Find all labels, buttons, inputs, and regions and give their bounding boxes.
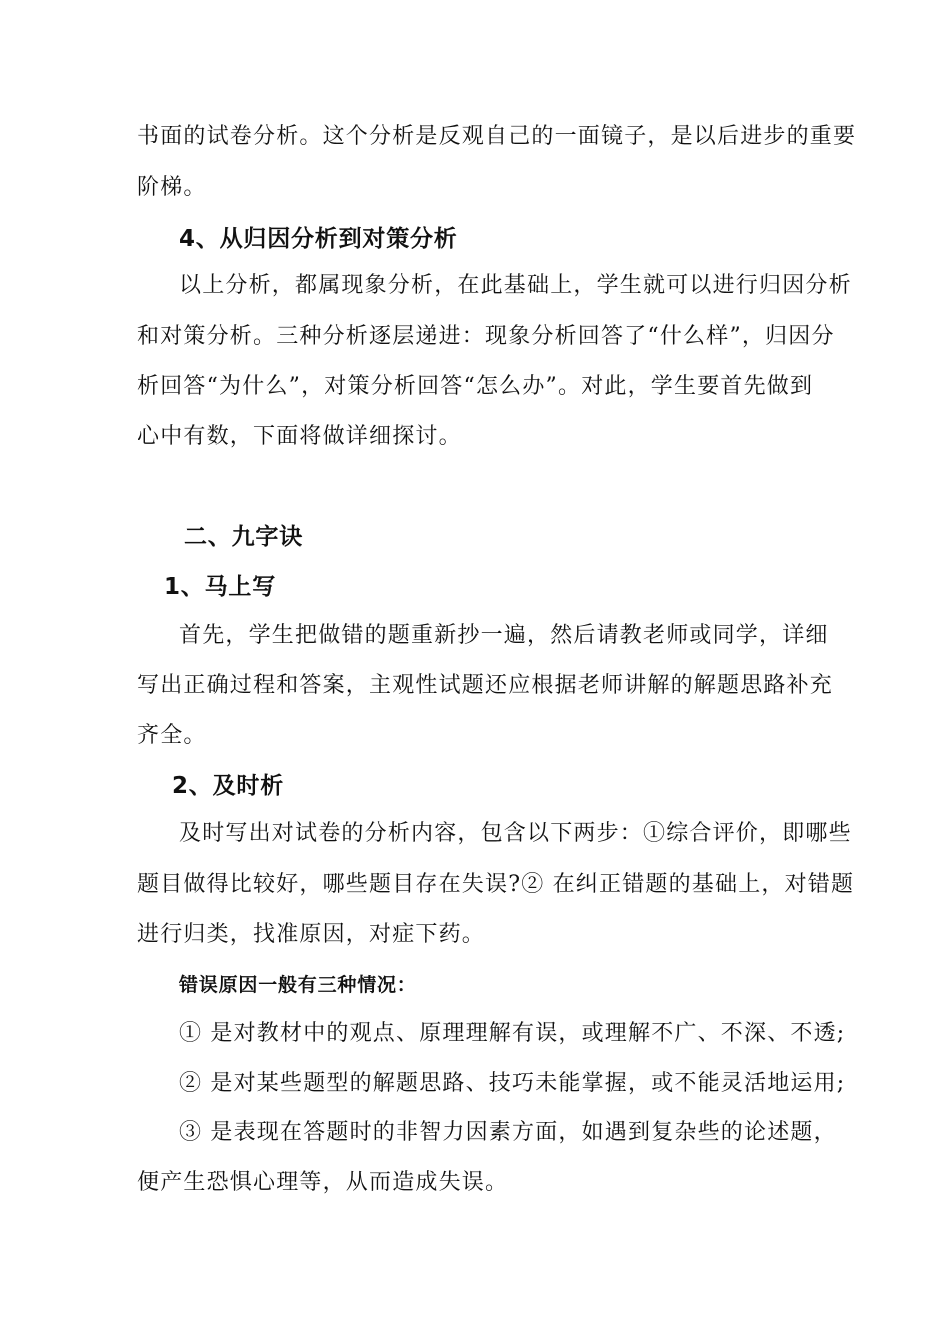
error-cause-2: ② 是对某些题型的解题思路、技巧未能掌握，或不能灵活地运用; — [179, 1071, 846, 1096]
intro-line-2: 阶梯。 — [137, 175, 207, 200]
part-2-heading: 二、九字诀 — [184, 524, 303, 550]
section-4-heading: 4、从归因分析到对策分析 — [179, 226, 458, 252]
sub-2-line-2: 题目做得比较好，哪些题目存在失误?② 在纠正错题的基础上，对错题 — [137, 872, 855, 897]
sub-1-line-1: 首先，学生把做错的题重新抄一遍，然后请教老师或同学，详细 — [179, 623, 829, 648]
error-cause-3: ③ 是表现在答题时的非智力因素方面，如遇到复杂些的论述题， — [179, 1120, 837, 1145]
section-4-line-2: 和对策分析。三种分析逐层递进：现象分析回答了“什么样”，归因分 — [137, 324, 835, 349]
sub-1-line-2: 写出正确过程和答案，主观性试题还应根据老师讲解的解题思路补充 — [137, 673, 834, 698]
section-4-line-3: 析回答“为什么”，对策分析回答“怎么办”。对此，学生要首先做到 — [137, 374, 814, 399]
error-cause-3-continued: 便产生恐惧心理等，从而造成失误。 — [137, 1170, 509, 1195]
error-causes-label: 错误原因一般有三种情况： — [179, 974, 417, 996]
sub-2-heading: 2、及时析 — [172, 773, 285, 799]
section-4-line-4: 心中有数，下面将做详细探讨。 — [137, 424, 462, 449]
sub-2-line-1: 及时写出对试卷的分析内容，包含以下两步：①综合评价，即哪些 — [179, 821, 852, 846]
sub-2-line-3: 进行归类，找准原因，对症下药。 — [137, 922, 486, 947]
sub-1-line-3: 齐全。 — [137, 723, 207, 748]
sub-1-heading: 1、马上写 — [164, 574, 277, 600]
error-cause-1: ① 是对教材中的观点、原理理解有误，或理解不广、不深、不透; — [179, 1021, 846, 1046]
intro-line-1: 书面的试卷分析。这个分析是反观自己的一面镜子，是以后进步的重要 — [137, 124, 857, 149]
section-4-line-1: 以上分析，都属现象分析，在此基础上，学生就可以进行归因分析 — [179, 273, 852, 298]
